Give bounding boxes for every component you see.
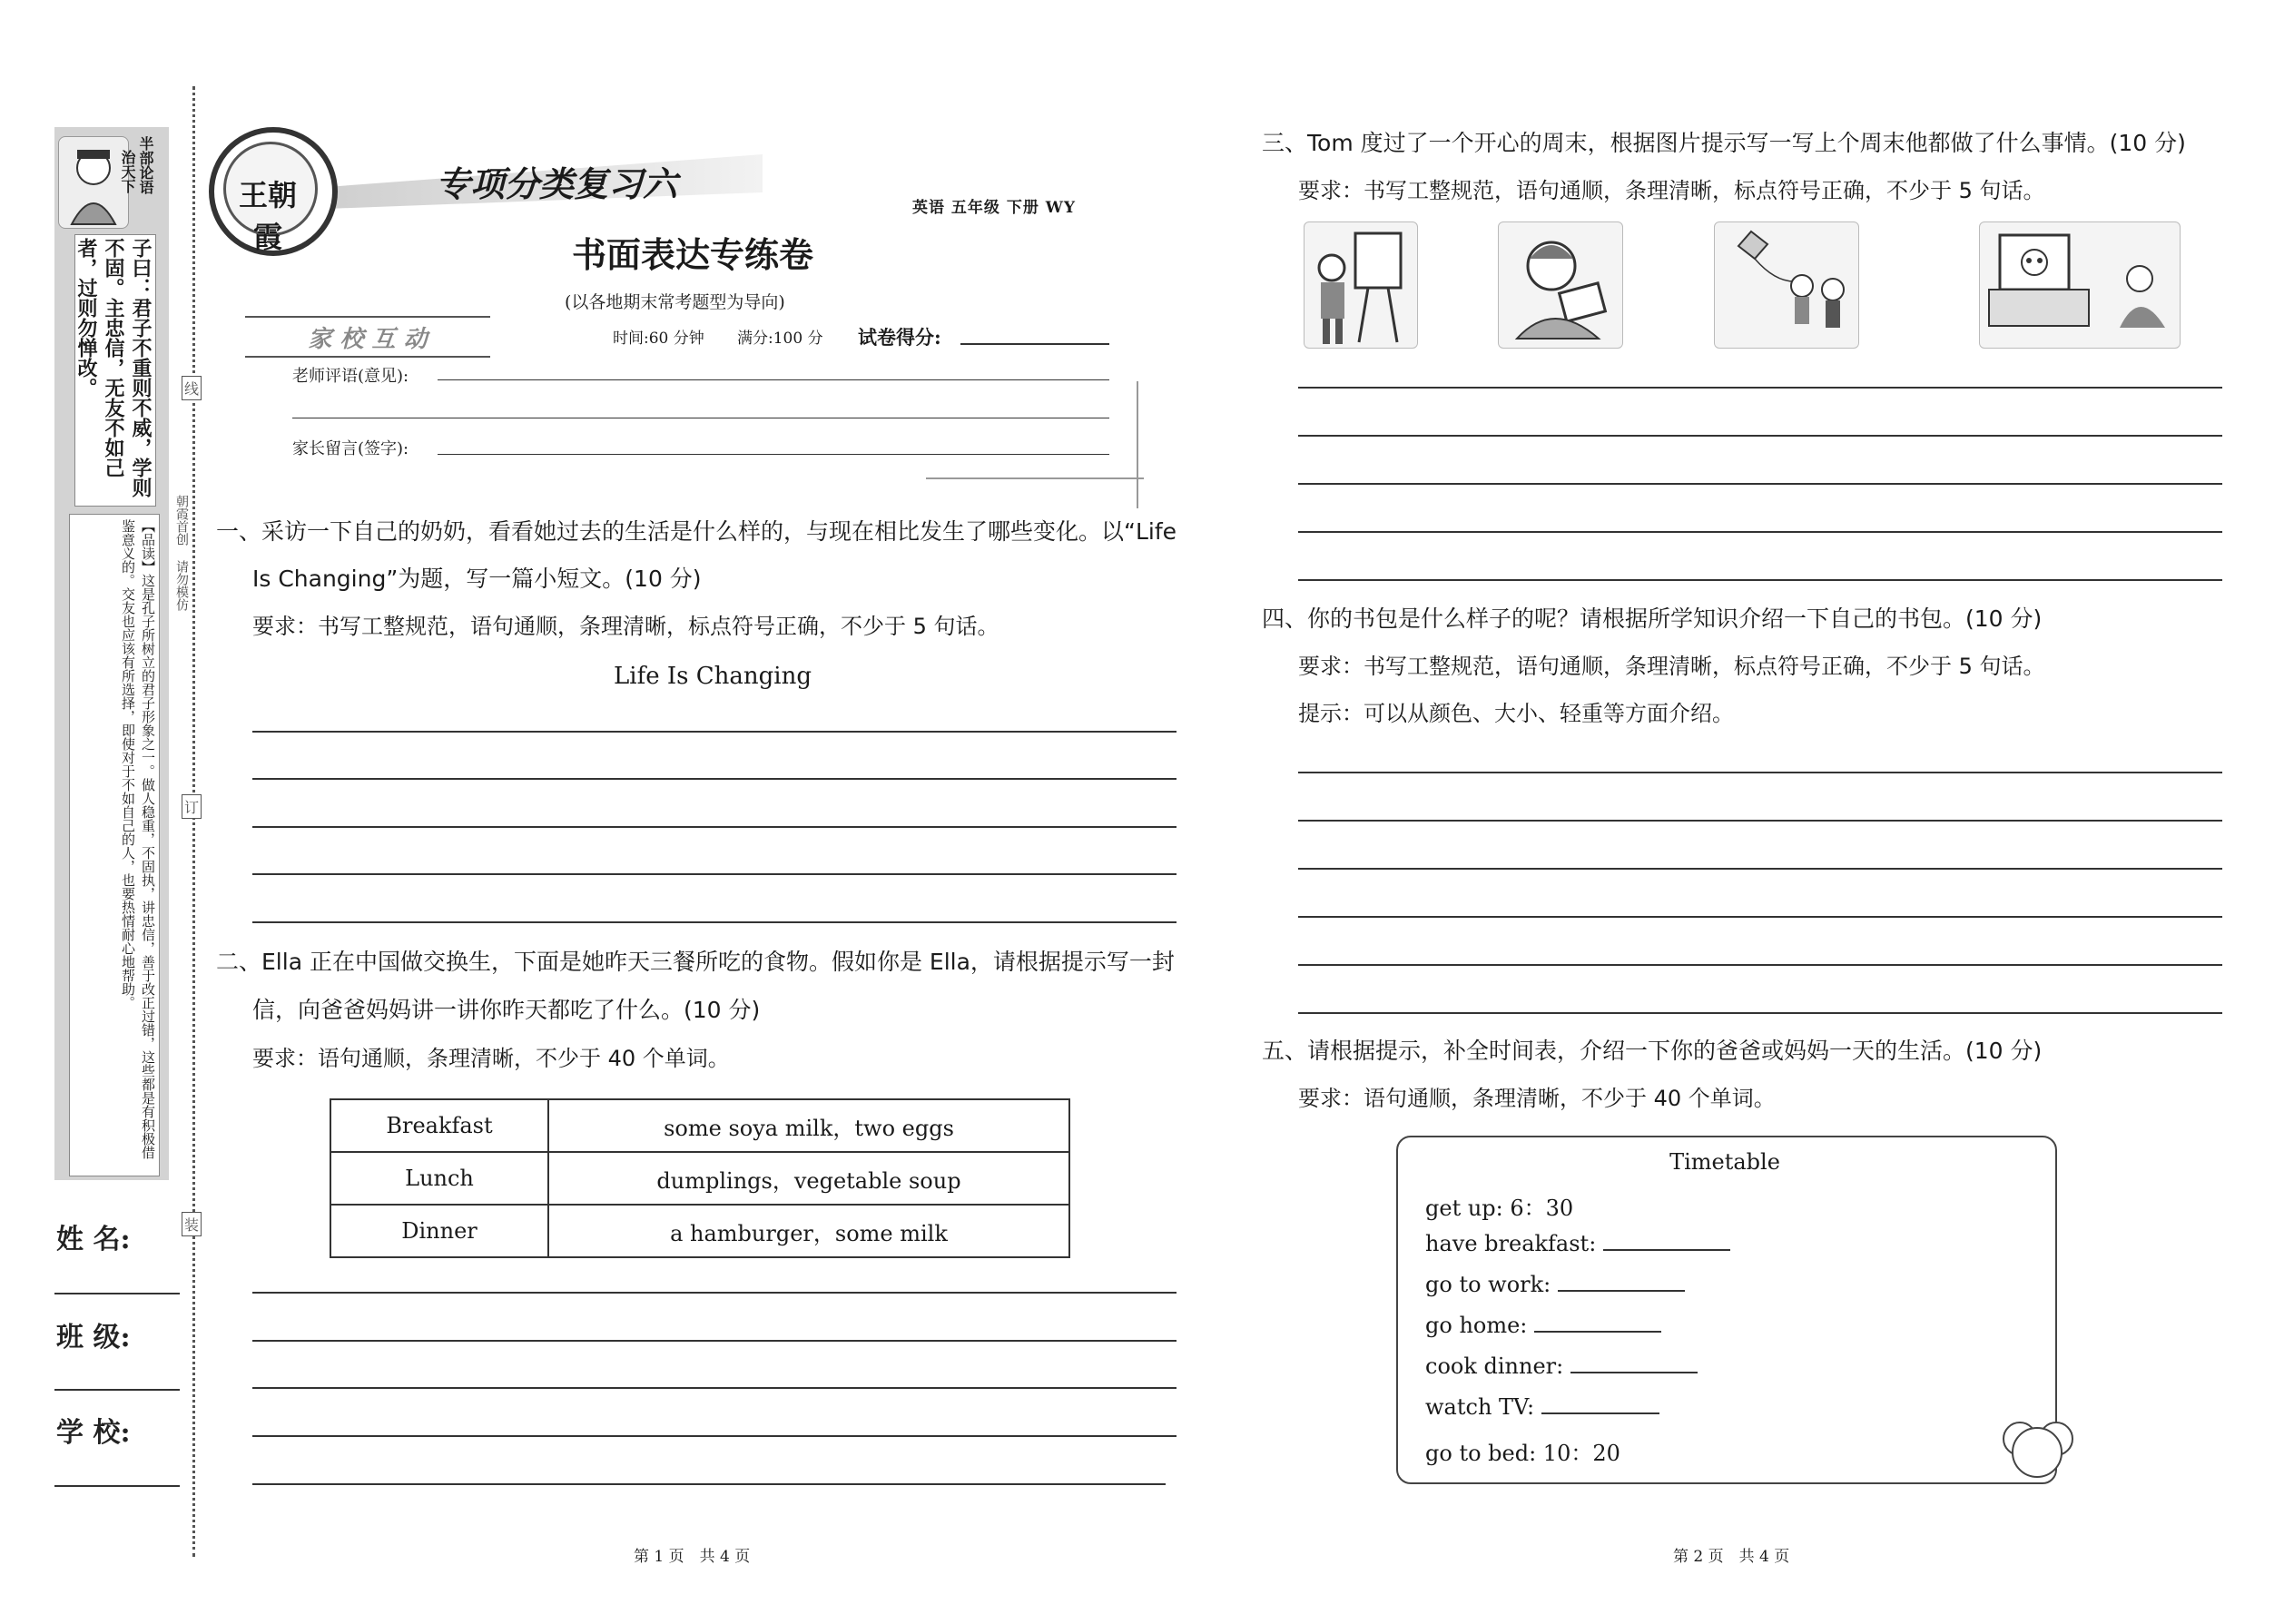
meal-food: a hamburger，some milk bbox=[548, 1205, 1069, 1257]
q3-answer-line[interactable] bbox=[1298, 531, 2222, 533]
timetable-blank[interactable] bbox=[1603, 1249, 1730, 1251]
meal-name: Lunch bbox=[330, 1152, 548, 1205]
school-label: 学 校: bbox=[56, 1417, 131, 1449]
bracket-decoration-h bbox=[926, 477, 1144, 479]
meal-name: Dinner bbox=[330, 1205, 548, 1257]
timetable-row bbox=[1425, 1231, 1730, 1256]
cut-mark-2: 订 bbox=[182, 794, 202, 819]
q2-answer-line[interactable] bbox=[252, 1292, 1177, 1294]
picture-kite bbox=[1714, 221, 1859, 349]
q4-answer-line[interactable] bbox=[1298, 772, 2222, 773]
timetable-blank[interactable] bbox=[1541, 1412, 1659, 1414]
cut-mark-3: 装 bbox=[182, 1212, 202, 1236]
q1-answer-line[interactable] bbox=[252, 826, 1177, 828]
timetable-blank[interactable] bbox=[1558, 1290, 1685, 1292]
meal-name: Breakfast bbox=[330, 1099, 548, 1152]
meal-food: some soya milk，two eggs bbox=[548, 1099, 1069, 1152]
q5-requirement: 要求：语句通顺，条理清晰，不少于 40 个单词。 bbox=[1298, 1086, 1776, 1111]
cut-mark-1: 线 bbox=[182, 376, 202, 400]
reading-icon bbox=[1499, 222, 1622, 348]
picture-painting bbox=[1304, 221, 1418, 349]
timetable-item: watch TV: bbox=[1425, 1394, 1535, 1420]
timetable-blank[interactable] bbox=[1534, 1331, 1661, 1333]
name-label: 姓 名: bbox=[56, 1224, 131, 1255]
paper-title: 书面表达专练卷 bbox=[572, 234, 814, 275]
score-label: 试卷得分: bbox=[858, 326, 941, 349]
copyright-note: 朝霞首创 请勿模仿 bbox=[174, 495, 189, 611]
meal-food: dumplings，vegetable soup bbox=[548, 1152, 1069, 1205]
score-field[interactable] bbox=[960, 343, 1109, 345]
class-field[interactable] bbox=[54, 1389, 180, 1391]
q3-answer-line[interactable] bbox=[1298, 387, 2222, 389]
q1-prompt-cont: Is Changing”为题，写一篇小短文。(10 分) bbox=[252, 566, 702, 592]
page-title: 专项分类复习六 bbox=[436, 164, 678, 204]
table-row bbox=[330, 1152, 1069, 1205]
q2-requirement: 要求：语句通顺，条理清晰，不少于 40 个单词。 bbox=[252, 1046, 730, 1071]
timetable-item: go to bed: 10：20 bbox=[1425, 1441, 1620, 1466]
kite-icon bbox=[1715, 222, 1858, 348]
tv-icon bbox=[1980, 222, 2180, 348]
q2-answer-line[interactable] bbox=[252, 1483, 1166, 1485]
timetable-item: get up: 6：30 bbox=[1425, 1196, 1574, 1221]
table-row bbox=[330, 1205, 1069, 1257]
cut-line bbox=[192, 86, 195, 1557]
q3-answer-line[interactable] bbox=[1298, 483, 2222, 485]
confucius-quote: 子曰：君子不重则不威，学则不固。主忠信，无友不如己者，过则勿惮改。 bbox=[74, 238, 153, 497]
q4-answer-line[interactable] bbox=[1298, 964, 2222, 966]
q3-requirement: 要求：书写工整规范，语句通顺，条理清晰，标点符号正确，不少于 5 句话。 bbox=[1298, 178, 2045, 203]
q4-answer-line[interactable] bbox=[1298, 868, 2222, 870]
q1-answer-line[interactable] bbox=[252, 873, 1177, 875]
q4-requirement: 要求：书写工整规范，语句通顺，条理清晰，标点符号正确，不少于 5 句话。 bbox=[1298, 654, 2045, 679]
parent-comment-field[interactable] bbox=[438, 454, 1109, 455]
name-field[interactable] bbox=[54, 1293, 180, 1294]
timetable-item: cook dinner: bbox=[1425, 1353, 1564, 1379]
q2-prompt-cont: 信，向爸爸妈妈讲一讲你昨天都吃了什么。(10 分) bbox=[252, 997, 761, 1023]
paper-note: (以各地期末常考题型为导向) bbox=[565, 292, 785, 312]
q4-answer-line[interactable] bbox=[1298, 916, 2222, 918]
q2-prompt: 二、Ella 正在中国做交换生，下面是她昨天三餐所吃的食物。假如你是 Ella，请根据提示写一封 bbox=[216, 949, 1175, 975]
picture-tv bbox=[1979, 221, 2181, 349]
timetable-item: have breakfast: bbox=[1425, 1231, 1597, 1256]
q2-answer-line[interactable] bbox=[252, 1387, 1177, 1389]
page-number-2: 第 2 页 共 4 页 bbox=[1673, 1548, 1790, 1566]
q3-answer-line[interactable] bbox=[1298, 435, 2222, 437]
timetable-row bbox=[1425, 1394, 1659, 1420]
q4-answer-line[interactable] bbox=[1298, 820, 2222, 822]
table-row bbox=[330, 1099, 1069, 1152]
bracket-decoration bbox=[1137, 381, 1138, 508]
timetable-row bbox=[1425, 1190, 1573, 1222]
painting-icon bbox=[1305, 222, 1417, 348]
q1-prompt: 一、采访一下自己的奶奶，看看她过去的生活是什么样的，与现在相比发生了哪些变化。以“Life bbox=[216, 518, 1177, 545]
q1-requirement: 要求：书写工整规范，语句通顺，条理清晰，标点符号正确，不少于 5 句话。 bbox=[252, 614, 999, 639]
q4-hint: 提示：可以从颜色、大小、轻重等方面介绍。 bbox=[1298, 701, 1734, 726]
time-info: 时间:60 分钟 bbox=[613, 330, 704, 348]
class-label: 班 级: bbox=[56, 1322, 131, 1353]
timetable-row bbox=[1425, 1313, 1661, 1338]
timetable-row bbox=[1425, 1435, 1620, 1467]
timetable-blank[interactable] bbox=[1570, 1372, 1698, 1373]
series-label: 半部论语 bbox=[137, 136, 154, 194]
comment-text: 【品读】这是孔子所树立的君子形象之一。做人稳重，不固执，讲忠信，善于改正过错，这些都是有积极借鉴意义的。交友也应该有所选择，即使对于不如自己的人，也要热情耐心地帮助。 bbox=[120, 519, 156, 1159]
timetable-title: Timetable bbox=[1669, 1149, 1780, 1175]
q5-prompt: 五、请根据提示，补全时间表，介绍一下你的爸爸或妈妈一天的生活。(10 分) bbox=[1262, 1038, 2043, 1064]
q4-prompt: 四、你的书包是什么样子的呢？请根据所学知识介绍一下自己的书包。(10 分) bbox=[1262, 605, 2043, 632]
picture-reading bbox=[1498, 221, 1623, 349]
timetable-card bbox=[1396, 1136, 2057, 1484]
school-field[interactable] bbox=[54, 1485, 180, 1487]
q1-answer-line[interactable] bbox=[252, 778, 1177, 780]
timetable-item: go to work: bbox=[1425, 1272, 1551, 1297]
timetable-row bbox=[1425, 1353, 1698, 1379]
meal-table bbox=[330, 1098, 1070, 1258]
teacher-comment-label: 老师评语(意见): bbox=[292, 367, 409, 386]
subject-tags: 英语 五年级 下册 WY bbox=[912, 199, 1076, 217]
q1-essay-title: Life Is Changing bbox=[614, 663, 812, 690]
q2-answer-line[interactable] bbox=[252, 1435, 1177, 1437]
q1-answer-line[interactable] bbox=[252, 921, 1177, 923]
parent-comment-label: 家长留言(签字): bbox=[292, 439, 409, 458]
timetable-row bbox=[1425, 1272, 1685, 1297]
q3-answer-line[interactable] bbox=[1298, 579, 2222, 581]
q1-answer-line[interactable] bbox=[252, 731, 1177, 733]
q2-answer-line[interactable] bbox=[252, 1340, 1177, 1342]
series-label-2: 治天下 bbox=[119, 150, 136, 193]
teacher-comment-field[interactable] bbox=[438, 379, 1109, 380]
mouse-icon bbox=[2012, 1427, 2063, 1478]
q3-prompt: 三、Tom 度过了一个开心的周末，根据图片提示写一写上个周末他都做了什么事情。(10 分) bbox=[1262, 130, 2186, 156]
full-score-info: 满分:100 分 bbox=[737, 330, 823, 348]
timetable-item: go home: bbox=[1425, 1313, 1528, 1338]
home-school-banner: 家 校 互 动 bbox=[245, 316, 490, 358]
brand-name: 王朝霞 bbox=[238, 178, 297, 254]
q4-answer-line[interactable] bbox=[1298, 1012, 2222, 1014]
page-number-1: 第 1 页 共 4 页 bbox=[634, 1548, 751, 1566]
